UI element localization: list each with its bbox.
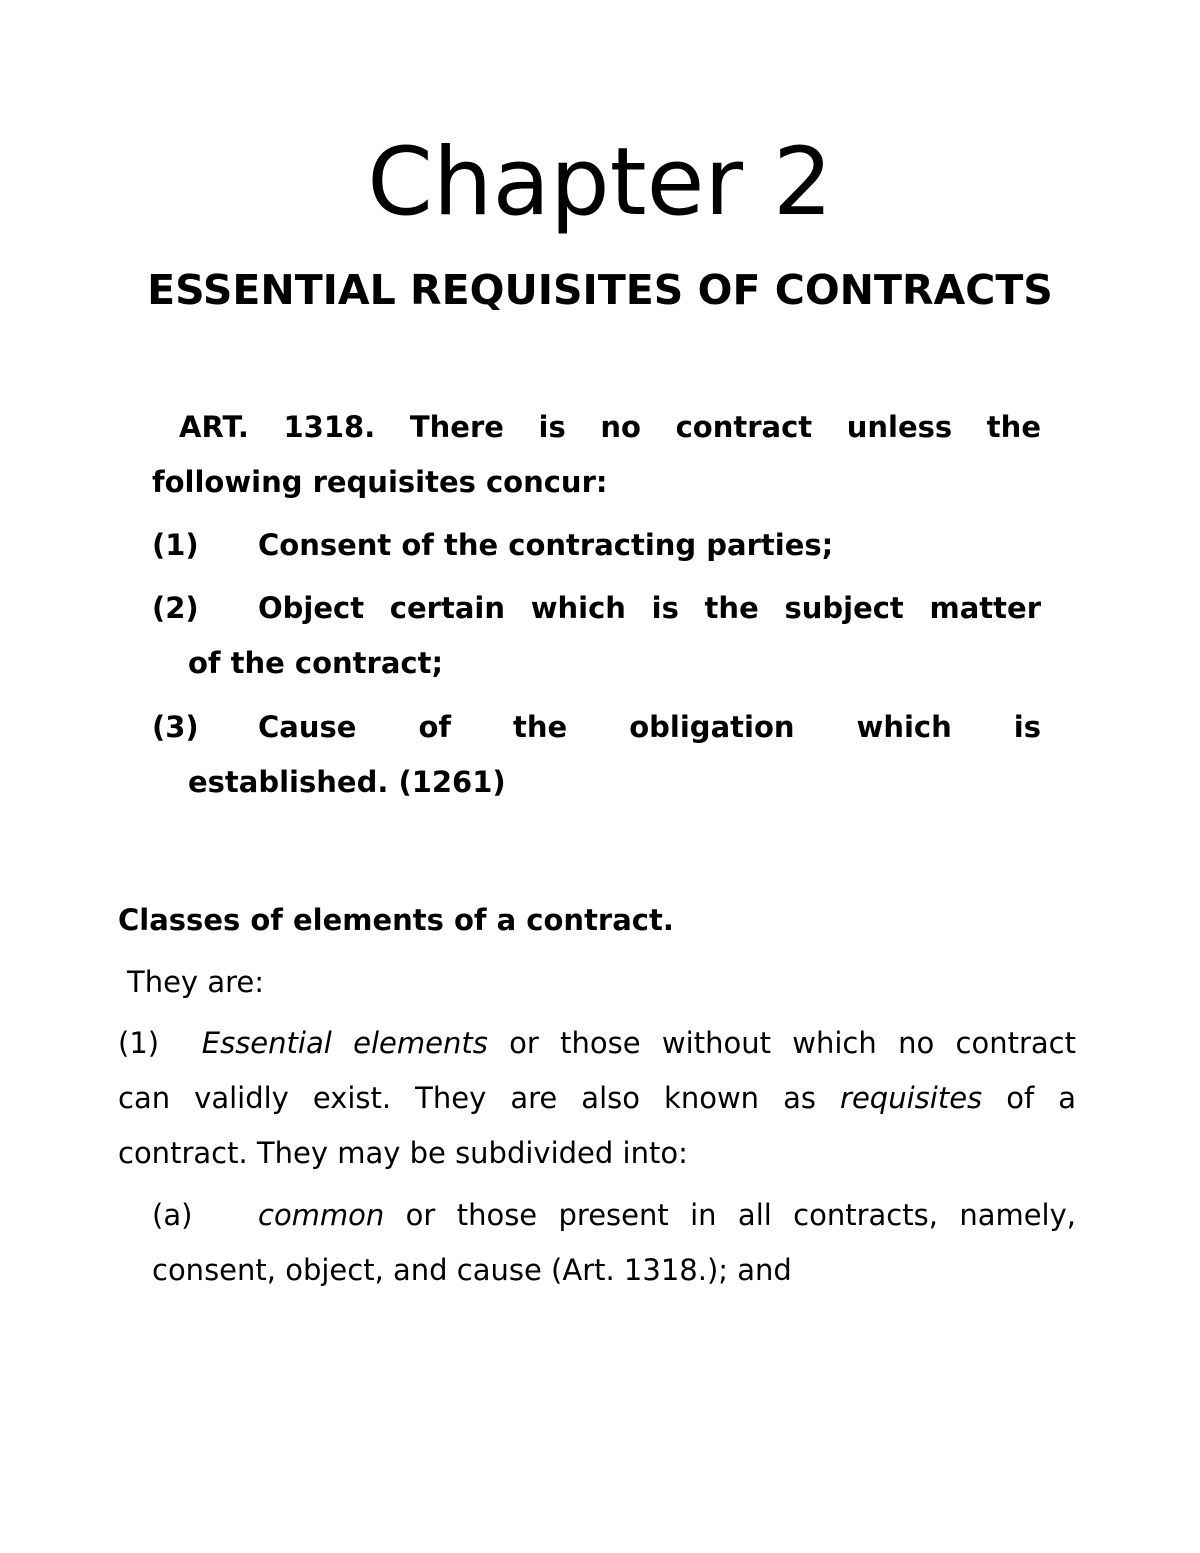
requisite-line1: Consent of the contracting parties; <box>258 528 834 562</box>
chapter-heading: ESSENTIAL REQUISITES OF CONTRACTS <box>147 266 1053 314</box>
italic-term: common <box>258 1198 385 1232</box>
subitem-line2: consent, object, and cause (Art. 1318.); and <box>152 1253 792 1287</box>
essential-elements-paragraph <box>118 1016 1076 1181</box>
italic-term: requisites <box>840 1081 983 1115</box>
subitem-a <box>152 1188 1076 1298</box>
italic-term: Essential elements <box>201 1026 488 1060</box>
requisite-item <box>152 581 1041 691</box>
article-intro-line2: following requisites concur: <box>152 465 608 499</box>
chapter-title: Chapter 2 <box>367 128 833 237</box>
requisite-line1: Cause of the obligation which is <box>258 710 1041 744</box>
requisite-text <box>152 581 1041 691</box>
paragraph-line1 <box>118 1016 1076 1071</box>
article-intro-line1: ART. 1318. There is no contract unless the <box>179 410 1041 444</box>
subitem-line1 <box>152 1188 1076 1243</box>
requisite-item <box>152 700 1041 810</box>
requisite-number: (2) <box>152 591 199 625</box>
line-text: of a <box>982 1081 1076 1115</box>
requisite-number: (3) <box>152 710 199 744</box>
requisite-line1: Object certain which is the subject matter <box>258 591 1041 625</box>
article-intro <box>152 400 1041 510</box>
requisite-text <box>152 518 1041 573</box>
requisite-item <box>152 518 1041 573</box>
line-text: can validly exist. They are also known as <box>118 1081 841 1115</box>
section-intro: They are: <box>127 965 264 999</box>
requisite-line2: established. (1261) <box>188 765 506 799</box>
line-text: or those present in all contracts, namely, <box>384 1198 1076 1232</box>
paragraph-line2 <box>118 1071 1076 1126</box>
section-heading: Classes of elements of a contract. <box>118 903 674 937</box>
requisite-number: (1) <box>152 528 199 562</box>
subitem-number: (a) <box>152 1198 193 1232</box>
line-text: or those without which no contract <box>487 1026 1076 1060</box>
item-number: (1) <box>118 1026 160 1060</box>
requisite-text <box>152 700 1041 810</box>
requisite-line2: of the contract; <box>188 646 444 680</box>
paragraph-line3: contract. They may be subdivided into: <box>118 1136 688 1170</box>
